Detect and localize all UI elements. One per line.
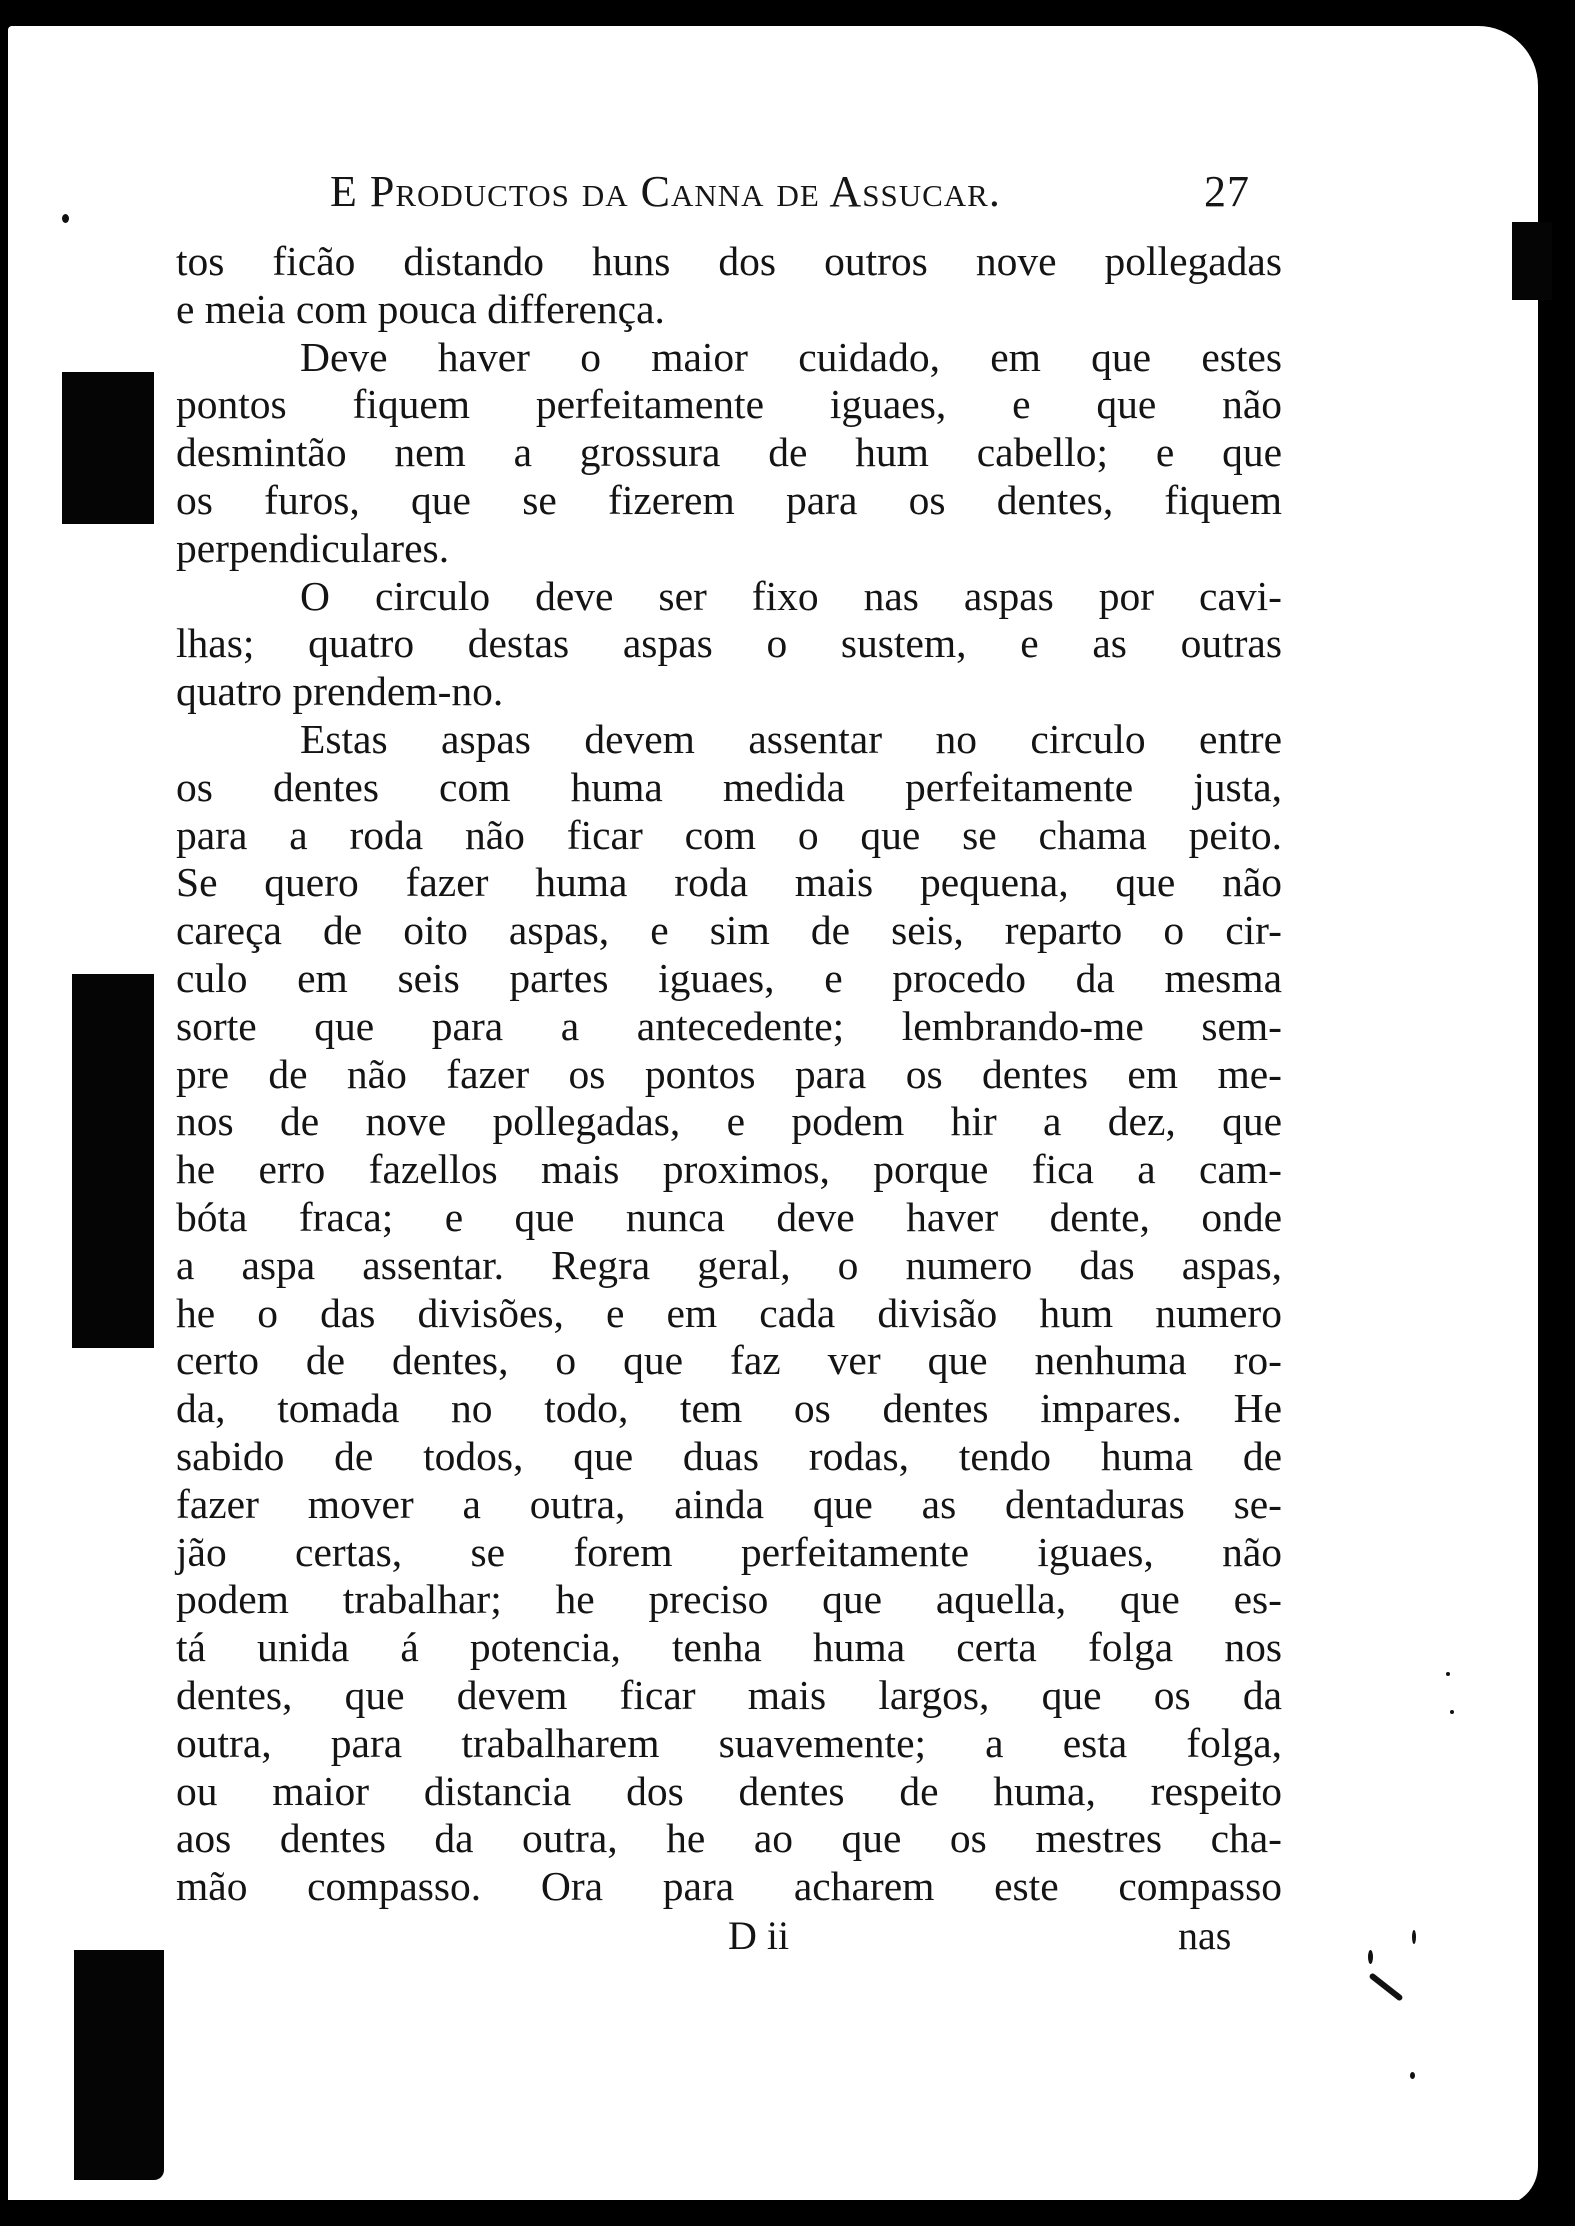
text-line: jão certas, se forem perfeitamente iguaes, não [176, 1528, 1282, 1575]
text-line: he o das divisões, e em cada divisão hum numero [176, 1289, 1282, 1336]
text-line: Deve haver o maior cuidado, em que estes [300, 333, 1282, 380]
text-line: outra, para trabalharem suavemente; a esta folga, [176, 1719, 1282, 1766]
text-line: mão compasso. Ora para acharem este compasso [176, 1863, 1282, 1910]
text-line: os dentes com huma medida perfeitamente justa, [176, 763, 1282, 810]
text-line: nos de nove pollegadas, e podem hir a dez, que [176, 1098, 1282, 1145]
text-line: da, tomada no todo, tem os dentes impares. He [176, 1385, 1282, 1432]
text-line: ou maior distancia dos dentes de huma, respeito [176, 1767, 1282, 1814]
signature-mark: D ii [728, 1913, 790, 1958]
text-line: e meia com pouca differença. [176, 285, 665, 332]
text-line: Se quero fazer huma roda mais pequena, que não [176, 859, 1282, 906]
text-line: desmintão nem a grossura de hum cabello; e que [176, 429, 1282, 476]
text-line: certo de dentes, o que faz ver que nenhuma ro- [176, 1337, 1282, 1384]
body-text [176, 238, 1282, 1911]
text-line: pre de não fazer os pontos para os dentes em me- [176, 1050, 1282, 1097]
text-line: Estas aspas devem assentar no circulo entre [300, 715, 1282, 762]
text-line: quatro prendem-no. [176, 668, 504, 715]
scan-artifact-left-1 [62, 372, 154, 524]
scan-border-right [1538, 0, 1575, 2226]
text-line: O circulo deve ser fixo nas aspas por cavi- [300, 572, 1282, 619]
ink-speck [1412, 1930, 1416, 1944]
scan-artifact-right [1512, 222, 1552, 300]
ink-speck [1368, 1950, 1373, 1964]
text-line: os furos, que se fizerem para os dentes, fiquem [176, 476, 1282, 523]
text-line: para a roda não ficar com o que se chama peito. [176, 811, 1282, 858]
ink-speck [62, 214, 69, 223]
text-line: podem trabalhar; he preciso que aquella, que es- [176, 1576, 1282, 1623]
running-title: E Productos da Canna de Assucar. [330, 167, 1001, 216]
text-line: pontos fiquem perfeitamente iguaes, e que não [176, 381, 1282, 428]
text-line: a aspa assentar. Regra geral, o numero das aspas, [176, 1241, 1282, 1288]
text-line: perpendiculares. [176, 524, 450, 571]
text-line: sorte que para a antecedente; lembrando-me sem- [176, 1002, 1282, 1049]
catchword: nas [1178, 1913, 1232, 1958]
text-line: tá unida á potencia, tenha huma certa folga nos [176, 1624, 1282, 1671]
text-line: aos dentes da outra, he ao que os mestres cha- [176, 1815, 1282, 1862]
scan-border-top [0, 0, 1575, 28]
ink-speck [1446, 1672, 1450, 1676]
running-header [330, 166, 1250, 226]
ink-speck [1410, 2072, 1415, 2079]
text-line: fazer mover a outra, ainda que as dentaduras se- [176, 1480, 1282, 1527]
scan-artifact-left-3 [74, 1950, 164, 2180]
text-line: bóta fraca; e que nunca deve haver dente, onde [176, 1193, 1282, 1240]
scan-border-bottom [0, 2200, 1575, 2226]
text-line: careça de oito aspas, e sim de seis, reparto o cir- [176, 907, 1282, 954]
text-line: sabido de todos, que duas rodas, tendo huma de [176, 1432, 1282, 1479]
text-line: culo em seis partes iguaes, e procedo da mesma [176, 954, 1282, 1001]
ink-speck [1450, 1710, 1454, 1714]
scan-artifact-left-2 [72, 974, 154, 1348]
text-line: tos ficão distando huns dos outros nove pollegadas [176, 238, 1282, 284]
text-line: dentes, que devem ficar mais largos, que os da [176, 1671, 1282, 1718]
text-line: he erro fazellos mais proximos, porque fica a cam- [176, 1146, 1282, 1193]
text-line: lhas; quatro destas aspas o sustem, e as outras [176, 620, 1282, 667]
page-number: 27 [1204, 167, 1250, 216]
